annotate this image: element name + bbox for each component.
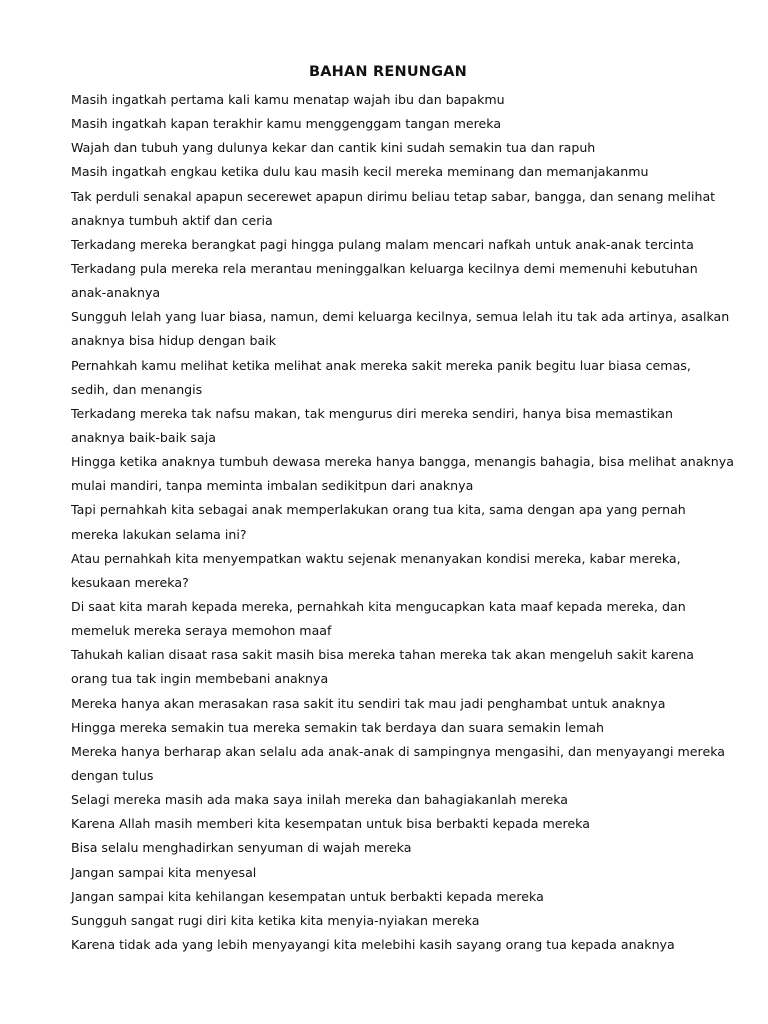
text-line: Masih ingatkah pertama kali kamu menatap wajah ibu dan bapakmu	[71, 92, 505, 107]
text-line: Selagi mereka masih ada maka saya inilah mereka dan bahagiakanlah mereka	[71, 792, 568, 808]
text-line: Atau pernahkah kita menyempatkan waktu sejenak menanyakan kondisi mereka, kabar mereka,	[71, 550, 681, 566]
text-line: anaknya tumbuh aktif dan ceria	[71, 212, 273, 228]
text-line: Mereka hanya akan merasakan rasa sakit itu sendiri tak mau jadi penghambat untuk anaknya	[71, 695, 666, 711]
text-line: Hingga mereka semakin tua mereka semakin tak berdaya dan suara semakin lemah	[71, 719, 605, 735]
text-line: Terkadang mereka berangkat pagi hingga pulang malam mencari nafkah untuk anak-anak tercinta	[71, 236, 694, 252]
text-line: sedih, dan menangis	[71, 381, 203, 397]
text-line: Jangan sampai kita menyesal	[71, 864, 257, 880]
text-line: Sungguh sangat rugi diri kita ketika kita menyia-nyiakan mereka	[71, 912, 480, 928]
text-line: Karena tidak ada yang lebih menyayangi kita melebihi kasih sayang orang tua kepada anaknya	[71, 936, 675, 952]
text-line: memeluk mereka seraya memohon maaf	[71, 623, 332, 639]
text-line: Wajah dan tubuh yang dulunya kekar dan cantik kini sudah semakin tua dan rapuh	[71, 140, 596, 156]
text-line: dengan tulus	[71, 767, 154, 783]
text-line: Karena Allah masih memberi kita kesempatan untuk bisa berbakti kepada mereka	[71, 816, 590, 832]
document-body	[71, 88, 734, 957]
text-line: kesukaan mereka?	[71, 574, 189, 590]
document-title: BAHAN RENUNGAN	[309, 64, 467, 80]
text-line: Di saat kita marah kepada mereka, pernahkah kita mengucapkan kata maaf kepada mereka, dan	[71, 598, 686, 614]
text-line: Masih ingatkah kapan terakhir kamu menggenggam tangan mereka	[71, 116, 502, 132]
text-line: anak-anaknya	[71, 285, 161, 301]
text-line: Masih ingatkah engkau ketika dulu kau masih kecil mereka meminang dan memanjakanmu	[71, 164, 649, 180]
text-line: Sungguh lelah yang luar biasa, namun, demi keluarga kecilnya, semua lelah itu tak ada artinya, asalkan	[71, 309, 730, 325]
text-line: Tahukah kalian disaat rasa sakit masih bisa mereka tahan mereka tak akan mengeluh sakit karena	[71, 647, 695, 663]
text-line: Tapi pernahkah kita sebagai anak memperlakukan orang tua kita, sama dengan apa yang pernah	[71, 502, 686, 518]
text-line: anaknya bisa hidup dengan baik	[71, 333, 277, 349]
text-line: orang tua tak ingin membebani anaknya	[71, 671, 329, 687]
text-line: Hingga ketika anaknya tumbuh dewasa mereka hanya bangga, menangis bahagia, bisa melihat anaknya	[71, 454, 734, 470]
text-line: Mereka hanya berharap akan selalu ada anak-anak di sampingnya mengasihi, dan menyayangi mereka	[71, 743, 725, 759]
text-line: Tak perduli senakal apapun secerewet apapun dirimu beliau tetap sabar, bangga, dan senang melihat	[71, 188, 716, 204]
text-line: Terkadang pula mereka rela merantau meninggalkan keluarga kecilnya demi memenuhi kebutuhan	[71, 260, 698, 276]
text-line: mereka lakukan selama ini?	[71, 526, 247, 542]
text-line: mulai mandiri, tanpa meminta imbalan sedikitpun dari anaknya	[71, 478, 474, 494]
text-line: anaknya baik-baik saja	[71, 429, 216, 445]
text-line: Pernahkah kamu melihat ketika melihat anak mereka sakit mereka panik begitu luar biasa cemas,	[71, 357, 691, 373]
text-line: Terkadang mereka tak nafsu makan, tak mengurus diri mereka sendiri, hanya bisa memastikan	[71, 405, 673, 421]
text-line: Bisa selalu menghadirkan senyuman di wajah mereka	[71, 840, 412, 856]
text-line: Jangan sampai kita kehilangan kesempatan untuk berbakti kepada mereka	[71, 888, 544, 904]
